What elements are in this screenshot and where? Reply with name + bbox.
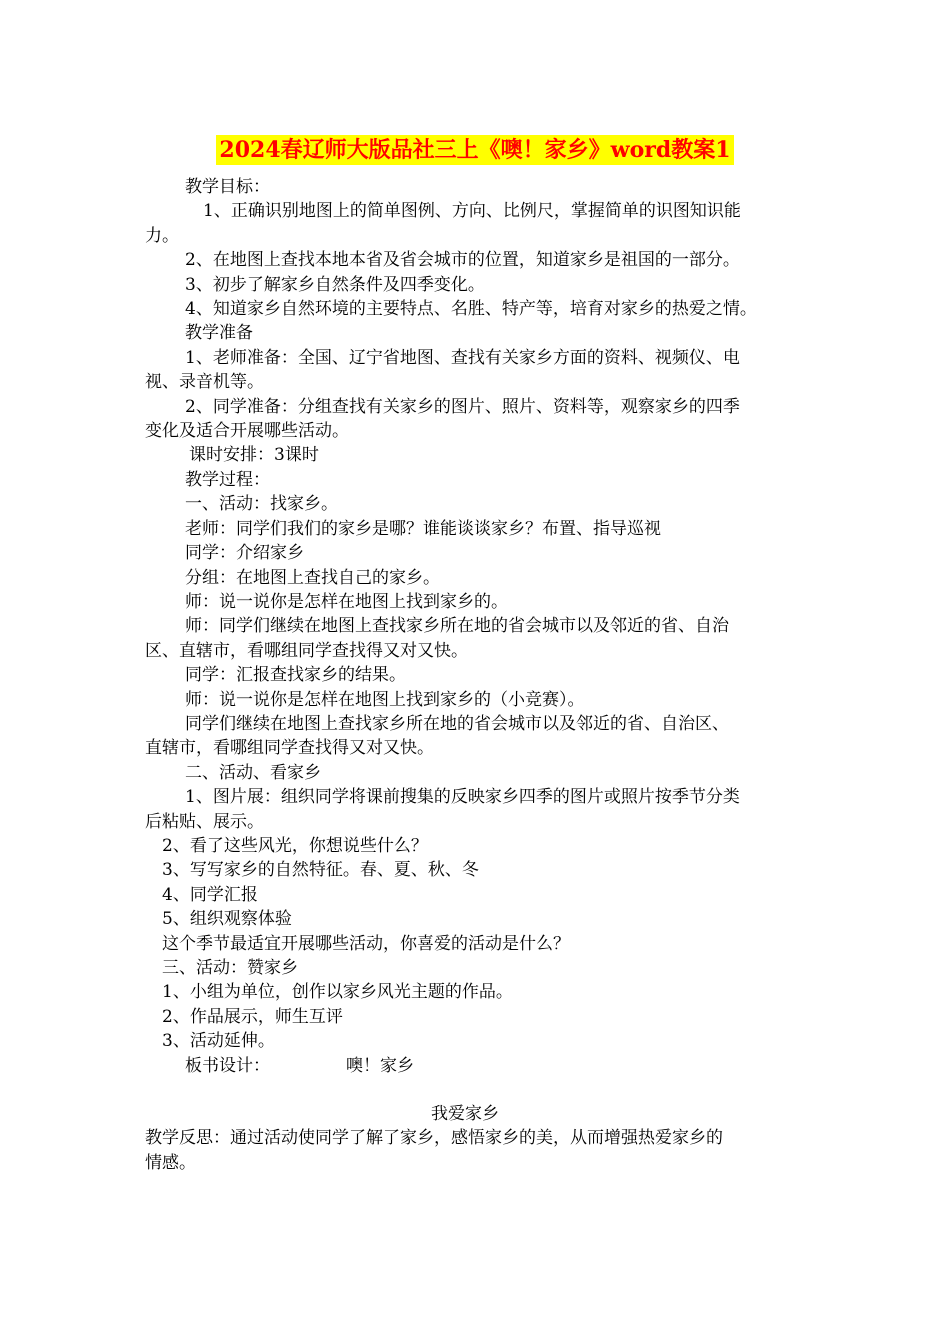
text-line: 师：说一说你是怎样在地图上找到家乡的（小竞赛）。 bbox=[185, 689, 585, 710]
text-line: 教学目标： bbox=[185, 177, 270, 197]
lesson-lines bbox=[145, 175, 815, 1054]
text-line: 2、作品展示，师生互评 bbox=[162, 1006, 343, 1027]
text-line: 教学准备 bbox=[185, 323, 253, 344]
text-line: 3、活动延伸。 bbox=[162, 1031, 275, 1052]
text-line: 分组：在地图上查找自己的家乡。 bbox=[185, 567, 440, 588]
text-line: 老师：同学们我们的家乡是哪？谁能谈谈家乡？布置、指导巡视 bbox=[185, 518, 661, 539]
text-line: 1、小组为单位，创作以家乡风光主题的作品。 bbox=[162, 982, 513, 1003]
text-line: 后粘贴、展示。 bbox=[145, 811, 264, 832]
text-line: 视、录音机等。 bbox=[145, 372, 264, 393]
text-line: 直辖市，看哪组同学查找得又对又快。 bbox=[145, 738, 434, 759]
text-line: 同学：介绍家乡 bbox=[185, 543, 304, 564]
board-value: 噢！家乡 bbox=[346, 1055, 414, 1076]
text-line: 1、老师准备：全国、辽宁省地图、查找有关家乡方面的资料、视频仪、电 bbox=[185, 347, 740, 368]
text-line: 同学们继续在地图上查找家乡所在地的省会城市以及邻近的省、自治区、 bbox=[185, 713, 729, 734]
text-line: 5、组织观察体验 bbox=[162, 909, 292, 930]
text-line: 2、同学准备：分组查找有关家乡的图片、照片、资料等，观察家乡的四季 bbox=[185, 396, 740, 417]
reflection-line-1: 教学反思：通过活动使同学了解了家乡，感悟家乡的美，从而增强热爱家乡的 bbox=[145, 1128, 723, 1149]
text-line: 教学过程： bbox=[185, 469, 270, 490]
text-line: 三、活动：赞家乡 bbox=[162, 958, 298, 978]
text-line: 二、活动、看家乡 bbox=[185, 762, 321, 783]
document-title: 2024春辽师大版品社三上《噢！家乡》word教案1 bbox=[216, 135, 733, 165]
text-line: 2、看了这些风光，你想说些什么？ bbox=[162, 835, 428, 856]
text-line: 1、图片展：组织同学将课前搜集的反映家乡四季的图片或照片按季节分类 bbox=[185, 787, 740, 808]
text-line: 区、直辖市，看哪组同学查找得又对又快。 bbox=[145, 640, 468, 661]
text-line: 课时安排：3课时 bbox=[189, 445, 319, 466]
text-line: 力。 bbox=[145, 225, 179, 246]
text-line: 师：同学们继续在地图上查找家乡所在地的省会城市以及邻近的省、自治 bbox=[185, 616, 729, 637]
text-line: 4、同学汇报 bbox=[162, 884, 258, 905]
text-line: 这个季节最适宜开展哪些活动，你喜爱的活动是什么？ bbox=[162, 933, 570, 954]
reflection-line-2: 情感。 bbox=[145, 1152, 196, 1173]
text-line: 师：说一说你是怎样在地图上找到家乡的。 bbox=[185, 591, 508, 612]
board-center-text: 我爱家乡 bbox=[431, 1104, 499, 1125]
text-line: 2、在地图上查找本地本省及省会城市的位置，知道家乡是祖国的一部分。 bbox=[185, 250, 740, 271]
document-body bbox=[145, 175, 815, 1175]
board-label: 板书设计： bbox=[185, 1055, 270, 1076]
text-line: 同学：汇报查找家乡的结果。 bbox=[185, 665, 406, 686]
board-design bbox=[145, 1054, 815, 1078]
text-line: 4、知道家乡自然环境的主要特点、名胜、特产等，培育对家乡的热爱之情。 bbox=[185, 299, 757, 320]
text-line: 3、初步了解家乡自然条件及四季变化。 bbox=[185, 274, 485, 295]
title-wrap bbox=[0, 135, 950, 165]
text-line: 变化及适合开展哪些活动。 bbox=[145, 421, 349, 442]
text-line: 3、写写家乡的自然特征。春、夏、秋、冬 bbox=[162, 860, 479, 881]
text-line: 一、活动：找家乡。 bbox=[185, 494, 338, 515]
text-line: 1、正确识别地图上的简单图例、方向、比例尺，掌握简单的识图知识能 bbox=[203, 201, 741, 222]
